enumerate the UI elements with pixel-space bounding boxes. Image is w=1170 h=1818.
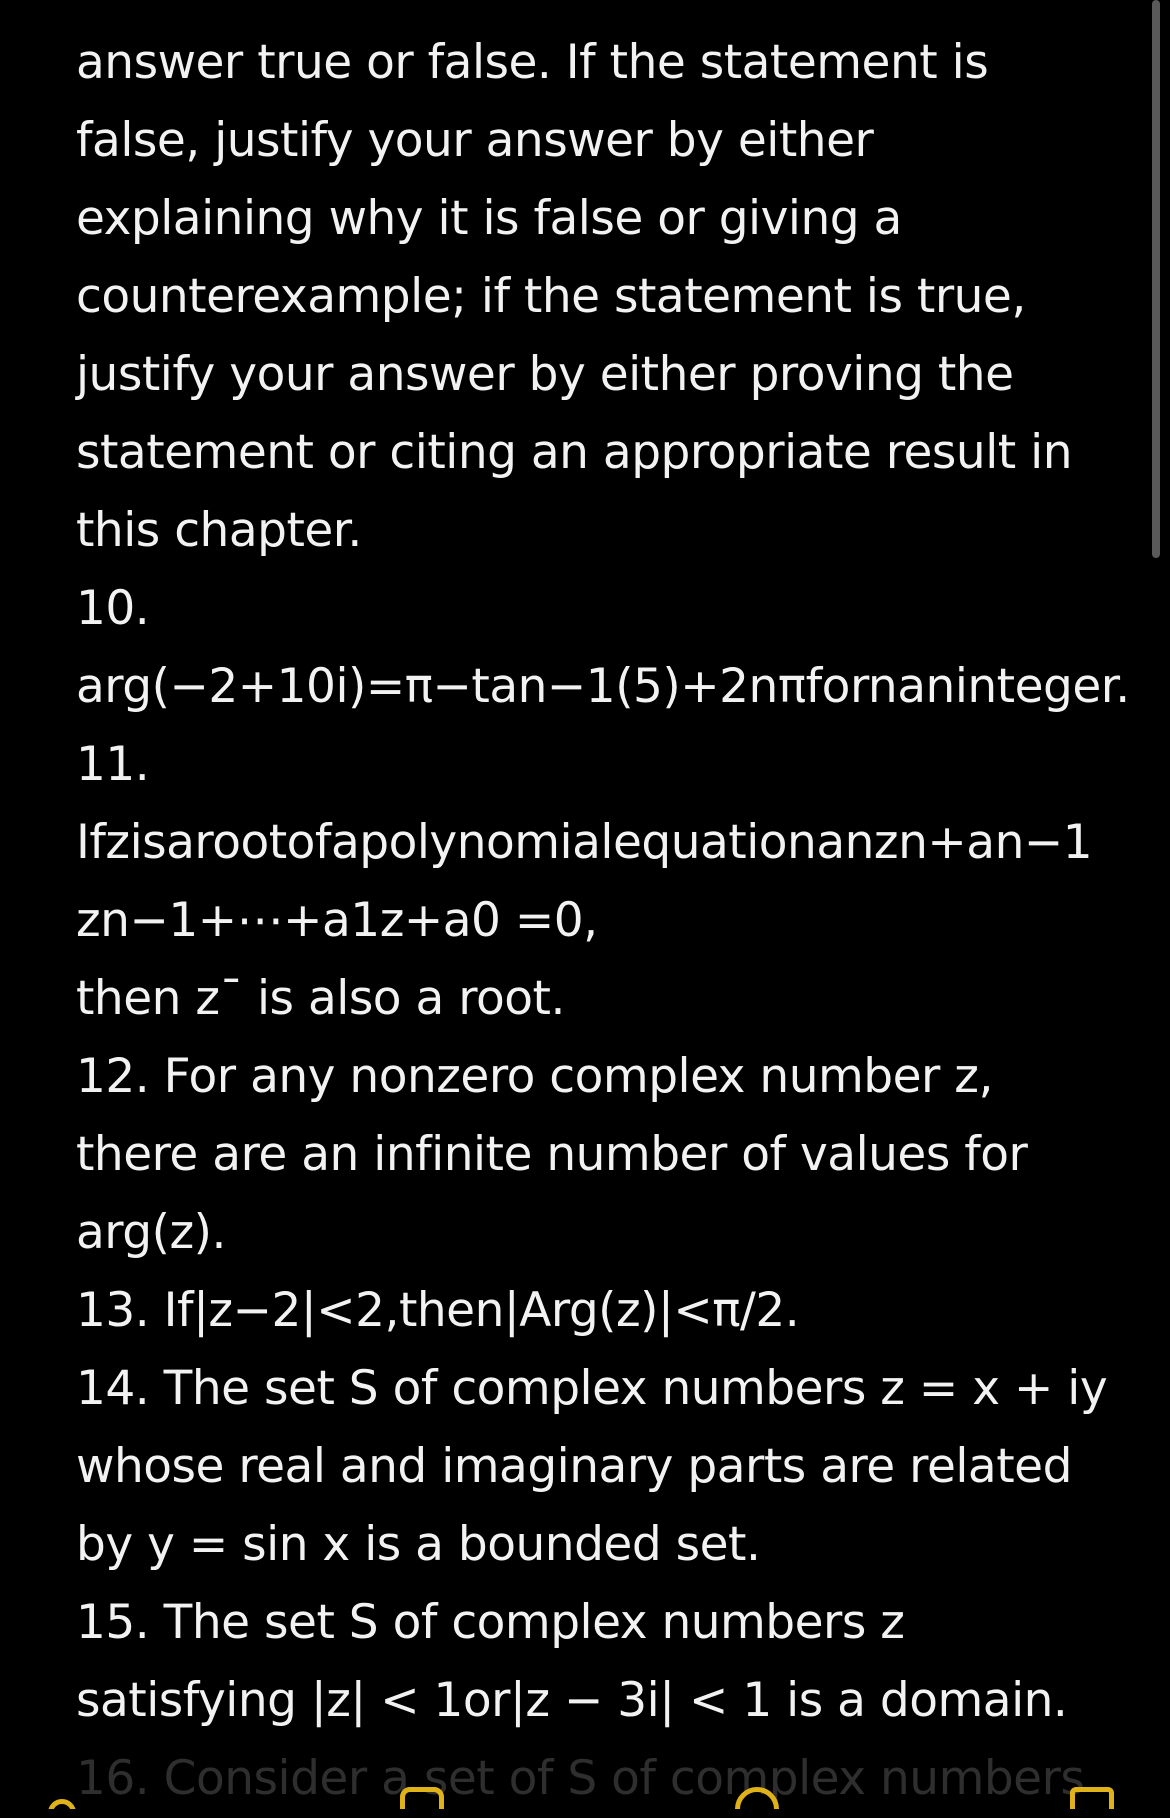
compose-icon[interactable] (1070, 1787, 1114, 1809)
question-11-statement: zn−1+⋯+a1z+a0 =0, (76, 893, 598, 948)
question-14-statement: by y = sin x is a bounded set. (76, 1517, 761, 1572)
text-line: justify your answer by either proving the (76, 347, 1014, 402)
text-line: false, justify your answer by either (76, 113, 874, 168)
search-icon[interactable] (735, 1787, 779, 1809)
text-line: answer true or false. If the statement is (76, 35, 989, 90)
question-12-statement: there are an infinite number of values for (76, 1127, 1028, 1182)
question-12-statement: arg(z). (76, 1205, 226, 1260)
question-15-statement: satisfying |z| < 1or|z − 3i| < 1 is a domain. (76, 1673, 1068, 1728)
text-line: counterexample; if the statement is true, (76, 269, 1026, 324)
bottom-toolbar (0, 1773, 1170, 1809)
question-15-statement: 15. The set S of complex numbers z (76, 1595, 905, 1650)
question-number-11: 11. (76, 737, 150, 792)
question-11-statement: Ifzisarootofapolynomialequationanzn+an−1 (76, 815, 1093, 870)
scrollbar[interactable] (1152, 0, 1160, 558)
question-11-statement: then z¯ is also a root. (76, 971, 565, 1026)
question-10-statement: arg(−2+10i)=π−tan−1(5)+2nπfornaninteger. (76, 659, 1130, 714)
home-icon[interactable] (48, 1799, 76, 1809)
question-12-statement: 12. For any nonzero complex number z, (76, 1049, 993, 1104)
text-line: statement or citing an appropriate result in (76, 425, 1072, 480)
question-14-statement: 14. The set S of complex numbers z = x + iy (76, 1361, 1108, 1416)
question-number-10: 10. (76, 581, 150, 636)
document-text (76, 24, 1136, 1818)
question-14-statement: whose real and imaginary parts are related (76, 1439, 1072, 1494)
text-line: explaining why it is false or giving a (76, 191, 902, 246)
text-line: this chapter. (76, 503, 362, 558)
bag-icon[interactable] (400, 1787, 444, 1809)
question-13-statement: 13. If|z−2|<2,then|Arg(z)|<π/2. (76, 1283, 800, 1338)
question-16-statement: 16. Consider a set of S of complex numbers (76, 1751, 1085, 1806)
